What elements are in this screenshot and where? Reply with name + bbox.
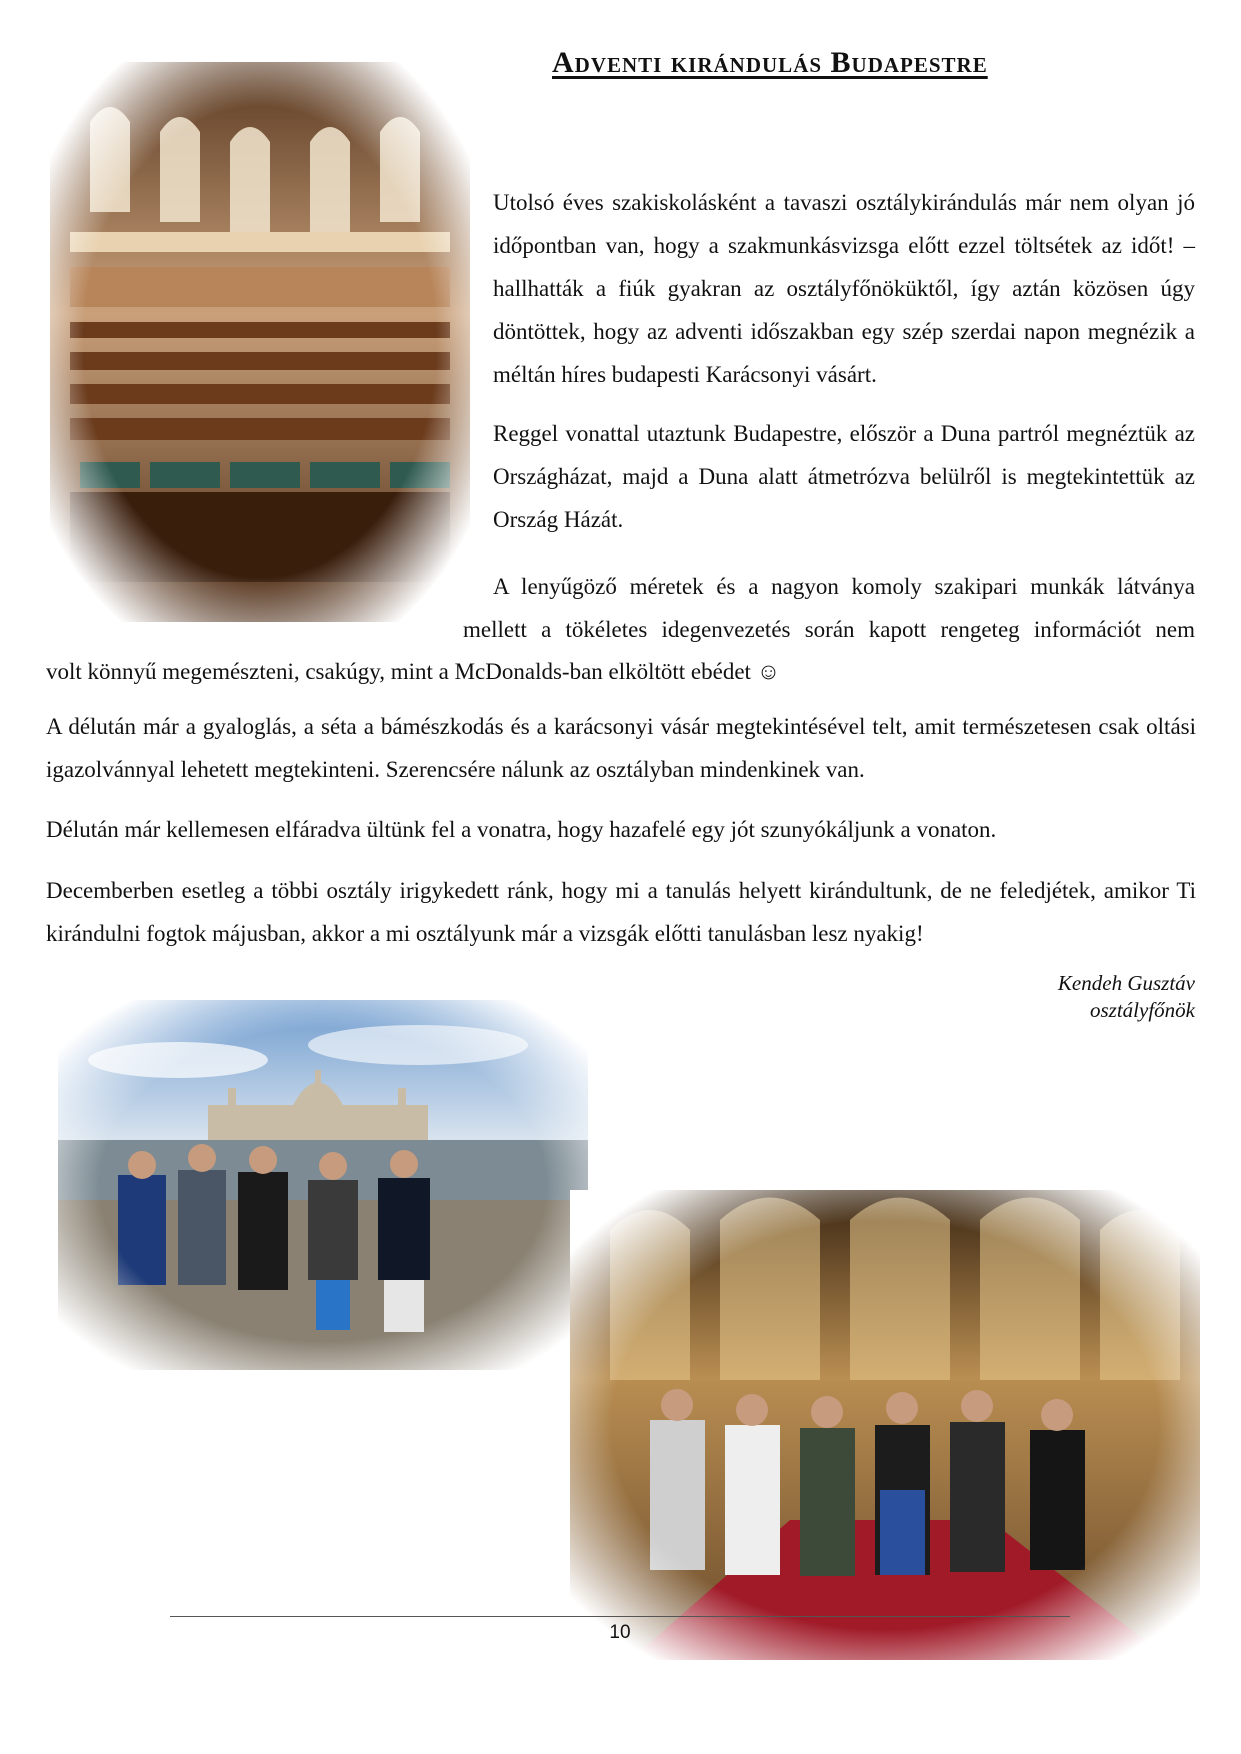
december-paragraph (46, 869, 1196, 955)
signature-name: Kendeh Gusztáv (1057, 971, 1195, 995)
wrap-text-a: A lenyűgöző méretek és a nagyon komoly szakipari munkák látványa (493, 574, 1195, 599)
intro-text: Utolsó éves szakiskolásként a tavaszi osztálykirándulás már nem olyan jó időpontban van, hogy a szakmunkásvizsga előtt ezzel töltsétek az időt! – hallhatták a fiúk gyakran az osztályfőnöküktől, így aztán közösen úgy döntöttek, hogy az adventi időszakban egy szép szerdai napon megnézik a méltán híres budapesti Karácsonyi vásárt. (493, 190, 1195, 387)
intro-paragraph (493, 181, 1195, 396)
wrap-text-b: mellett a tökéletes idegenvezetés során kapott rengeteg információt nem (463, 617, 1195, 642)
wrap-paragraph-line-1 (493, 565, 1195, 608)
wrap-paragraph-line-3 (46, 650, 1196, 693)
wrap-text-c: volt könnyű megemészteni, csakúgy, mint a McDonalds-ban elköltött ebédet ☺ (46, 659, 781, 684)
evening-text: Délután már kellemesen elfáradva ültünk fel a vonatra, hogy hazafelé egy jót szunyókáljunk a vonaton. (46, 817, 997, 842)
article-title: Adventi kirándulás Budapestre (552, 46, 988, 79)
signature-block (1058, 970, 1195, 1024)
parliament-chamber-photo (50, 62, 470, 622)
danube-group-photo (58, 1000, 588, 1370)
afternoon-text: A délután már a gyaloglás, a séta a bámészkodás és a karácsonyi vásár megtekintésével telt, amit természetesen csak oltási igazolvánnyal lehetett megtekinteni. Szerencsére nálunk az osztályban mindenkinek van. (46, 714, 1196, 782)
morning-text: Reggel vonattal utaztunk Budapestre, először a Duna partról megnéztük az Országházat, majd a Duna alatt átmetrózva belülről is megtekintettük az Ország Házát. (493, 421, 1195, 532)
parliament-interior-group-photo (570, 1190, 1200, 1660)
morning-paragraph (493, 412, 1195, 541)
footer-divider (170, 1616, 1070, 1617)
signature-role: osztályfőnök (1090, 998, 1195, 1022)
page-number: 10 (609, 1622, 631, 1643)
december-text: Decemberben esetleg a többi osztály irigykedett ránk, hogy mi a tanulás helyett kirándultunk, de ne feledjétek, amikor Ti kirándulni fogtok májusban, akkor a mi osztályunk már a vizsgák előtti tanulásban lesz nyakig! (46, 878, 1196, 946)
evening-paragraph (46, 808, 1196, 851)
wrap-paragraph-line-2 (463, 608, 1195, 651)
afternoon-paragraph (46, 705, 1196, 791)
